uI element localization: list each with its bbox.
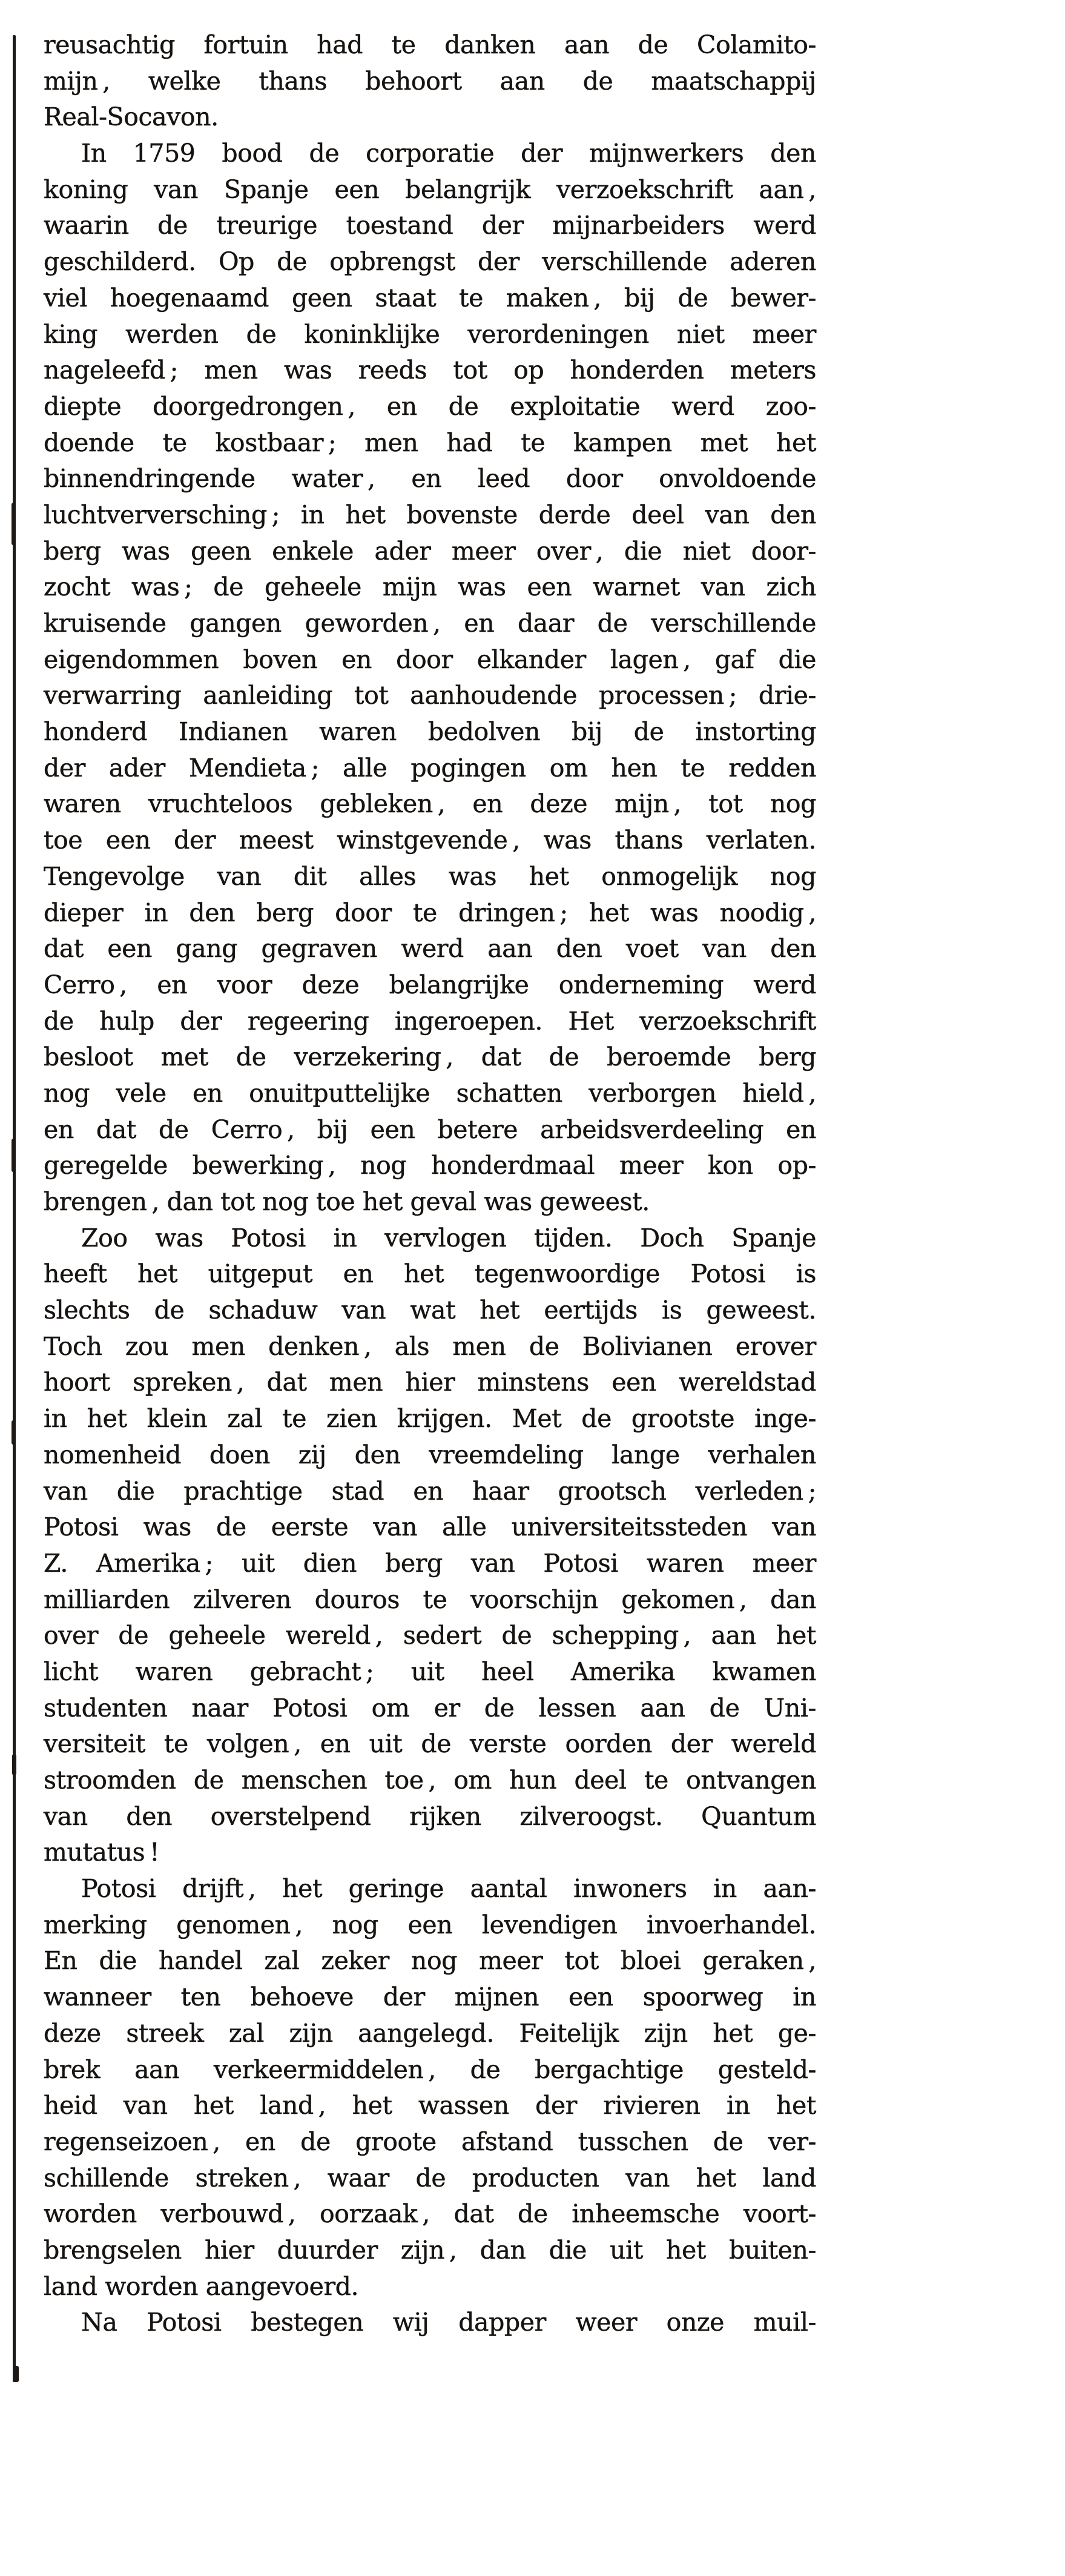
text-line: geschilderd. Op de opbrengst der verschillende aderen — [44, 247, 816, 277]
ink-spot — [13, 2366, 19, 2382]
text-line: regenseizoen , en de groote afstand tusschen de ver- — [44, 2127, 816, 2156]
text-line: versiteit te volgen , en uit de verste oorden der wereld — [44, 1729, 816, 1759]
text-line: Toch zou men denken , als men de Bolivianen erover — [44, 1331, 816, 1361]
text-line: dieper in den berg door te dringen ; het was noodig , — [44, 898, 816, 927]
text-line: verwarring aanleiding tot aanhoudende processen ; drie- — [44, 681, 816, 710]
text-line: Tengevolge van dit alles was het onmogelijk nog — [44, 861, 816, 891]
text-line: berg was geen enkele ader meer over , die niet door- — [44, 536, 816, 566]
text-line: Potosi drijft , het geringe aantal inwoners in aan- — [81, 1874, 816, 1904]
text-line: heeft het uitgeput en het tegenwoordige Potosi is — [44, 1259, 816, 1289]
text-line: van die prachtige stad en haar grootsch verleden ; — [44, 1476, 816, 1506]
text-line: geregelde bewerking , nog honderdmaal meer kon op- — [44, 1151, 816, 1180]
text-line: diepte doorgedrongen , en de exploitatie werd zoo- — [44, 391, 816, 421]
text-line: doende te kostbaar ; men had te kampen met het — [44, 428, 816, 457]
text-line: over de geheele wereld , sedert de schepping , aan het — [44, 1621, 816, 1651]
text-line: zocht was ; de geheele mijn was een warnet van zich — [44, 572, 816, 602]
text-line: merking genomen , nog een levendigen invoerhandel. — [44, 1910, 816, 1939]
text-line: milliarden zilveren douros te voorschijn gekomen , dan — [44, 1584, 816, 1614]
text-line: stroomden de menschen toe , om hun deel te ontvangen — [44, 1766, 816, 1795]
text-line: Zoo was Potosi in vervlogen tijden. Doch Spanje — [81, 1223, 816, 1253]
text-line: brengen , dan tot nog toe het geval was geweest. — [44, 1187, 650, 1216]
text-line: waarin de treurige toestand der mijnarbeiders werd — [44, 211, 816, 240]
text-line: brengselen hier duurder zijn , dan die uit het buiten- — [44, 2235, 816, 2265]
text-line: worden verbouwd , oorzaak , dat de inheemsche voort- — [44, 2199, 816, 2229]
text-line: deze streek zal zijn aangelegd. Feitelijk zijn het ge- — [44, 2018, 816, 2048]
text-line: viel hoegenaamd geen staat te maken , bij de bewer- — [44, 283, 816, 313]
ink-spot — [12, 1139, 16, 1172]
text-line: koning van Spanje een belangrijk verzoekschrift aan , — [44, 174, 816, 204]
text-line: nomenheid doen zij den vreemdeling lange verhalen — [44, 1440, 816, 1469]
text-line: Na Potosi bestegen wij dapper weer onze muil- — [81, 2308, 816, 2337]
text-line: Potosi was de eerste van alle universiteitssteden van — [44, 1512, 816, 1542]
text-line: binnendringende water , en leed door onvoldoende — [44, 464, 816, 494]
text-line: eigendommen boven en door elkander lagen , gaf die — [44, 644, 816, 674]
text-line: waren vruchteloos gebleken , en deze mijn , tot nog — [44, 789, 816, 819]
text-line: kruisende gangen geworden , en daar de verschillende — [44, 609, 816, 638]
page-edge-rule — [13, 35, 16, 2382]
text-line: honderd Indianen waren bedolven bij de instorting — [44, 717, 816, 747]
text-line: schillende streken , waar de producten van het land — [44, 2163, 816, 2193]
text-line: Cerro , en voor deze belangrijke onderneming werd — [44, 970, 816, 999]
text-line: toe een der meest winstgevende , was thans verlaten. — [44, 826, 816, 855]
text-line: slechts de schaduw van wat het eertijds is geweest. — [44, 1296, 816, 1325]
text-line: nageleefd ; men was reeds tot op honderden meters — [44, 356, 816, 385]
text-line: van den overstelpend rijken zilveroogst. Quantum — [44, 1801, 816, 1831]
page-text — [44, 27, 816, 2341]
text-line: der ader Mendieta ; alle pogingen om hen te redden — [44, 753, 816, 783]
text-line: mutatus ! — [44, 1838, 160, 1867]
text-line: mijn , welke thans behoort aan de maatschappij — [44, 66, 816, 96]
ink-spot — [12, 1754, 16, 1775]
text-line: besloot met de verzekering , dat de beroemde berg — [44, 1042, 816, 1072]
ink-spot — [12, 1420, 16, 1445]
text-line: Real-Socavon. — [44, 102, 219, 132]
text-line: in het klein zal te zien krijgen. Met de grootste inge- — [44, 1404, 816, 1434]
text-line: En die handel zal zeker nog meer tot bloei geraken , — [44, 1946, 816, 1976]
text-line: hoort spreken , dat men hier minstens een wereldstad — [44, 1368, 816, 1397]
text-line: licht waren gebracht ; uit heel Amerika kwamen — [44, 1657, 816, 1686]
ink-spot — [12, 503, 16, 545]
text-line: reusachtig fortuin had te danken aan de Colamito- — [44, 30, 816, 59]
text-line: dat een gang gegraven werd aan den voet van den — [44, 934, 816, 964]
text-line: In 1759 bood de corporatie der mijnwerkers den — [81, 139, 816, 168]
text-line: heid van het land , het wassen der rivieren in het — [44, 2091, 816, 2121]
text-line: luchtverversching ; in het bovenste derde deel van den — [44, 500, 816, 529]
text-line: king werden de koninklijke verordeningen niet meer — [44, 319, 816, 349]
text-line: nog vele en onuitputtelijke schatten verborgen hield , — [44, 1078, 816, 1108]
text-line: en dat de Cerro , bij een betere arbeidsverdeeling en — [44, 1114, 816, 1144]
text-line: wanneer ten behoeve der mijnen een spoorweg in — [44, 1982, 816, 2012]
text-line: Z. Amerika ; uit dien berg van Potosi waren meer — [44, 1548, 816, 1578]
text-line: brek aan verkeermiddelen , de bergachtige gesteld- — [44, 2055, 816, 2084]
text-line: studenten naar Potosi om er de lessen aan de Uni- — [44, 1693, 816, 1723]
text-line: de hulp der regeering ingeroepen. Het verzoekschrift — [44, 1006, 816, 1036]
text-line: land worden aangevoerd. — [44, 2271, 359, 2301]
